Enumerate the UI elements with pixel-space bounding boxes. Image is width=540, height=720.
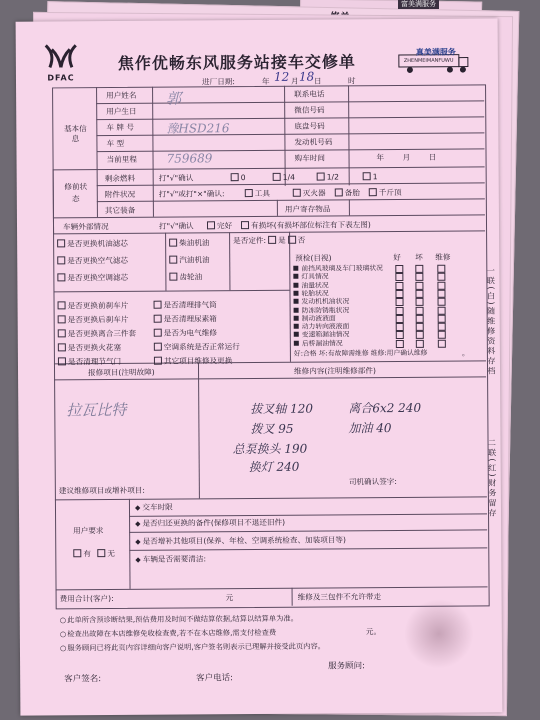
inspection-checkbox[interactable] [395,273,403,281]
field-label-right: 联系电话 [294,89,325,99]
inspection-checkbox[interactable] [415,265,423,273]
repair-content-item: 离合6x2 240 [348,400,422,416]
inspection-checkbox[interactable] [438,314,446,322]
fuel-prompt: 打"√"确认 [158,173,194,183]
bullet-square-icon [293,274,298,279]
check-label: 是否清理尿素箱 [163,314,217,324]
deposit-label: 用户寄存物品 [284,204,331,214]
checkbox[interactable] [335,188,343,196]
field-label: 当前里程 [106,154,137,165]
inspection-checkbox[interactable] [396,323,404,331]
side-note-red: 二联(红)财务留存 [487,438,498,519]
oil-check [169,238,209,247]
replace-check [154,300,217,309]
diamond-bullet-icon: ◆ [135,555,141,564]
inspection-checkbox[interactable] [395,265,403,273]
checkbox-yes[interactable] [73,549,81,557]
field-label: 车 牌 号 [106,122,134,133]
inspection-checkbox[interactable] [437,290,445,298]
option-label: 完好 [216,221,233,231]
accessory-prompt: 打"√"或打"×"确认: [158,189,225,199]
replace-check [57,273,128,282]
total-label: 费用合计(客户): [59,594,114,604]
ink-smudge [404,599,474,669]
inspection-checkbox[interactable] [438,331,446,339]
year-sep: 年 [261,76,270,86]
req-label: 是否增补其他项目(保养、年检、空调系统检查、加装项目等) [142,535,347,546]
checkbox[interactable] [58,329,66,337]
checkbox[interactable] [58,343,66,351]
checkbox[interactable] [57,239,65,247]
replace-check [58,301,129,310]
fuel-option [363,172,378,181]
checkbox[interactable] [58,315,66,323]
diamond-bullet-icon: ◆ [134,503,141,512]
inspection-item-label: 发动机机油状况 [301,297,350,306]
field-label: 车 型 [106,138,125,149]
option-label: 灭火器 [302,188,326,198]
checkbox[interactable] [57,256,65,264]
service-form [16,18,503,715]
side-note-white: 一联(白)随维修资料存档 [486,266,497,377]
inspection-checkbox[interactable] [396,331,404,339]
notice-text: 此单所含预诊断结果,预估费用及时间不做结算依据,结算以结算单为准。 [67,613,299,625]
hour-sep: 时 [347,76,356,86]
entry-day: 18 [298,69,315,84]
logo-text: DFAC [47,73,75,83]
brand-cn: 真美满服务 [415,47,456,57]
content-header: 维修内容(注明维修部件) [293,366,376,376]
customer-req-item [135,554,206,564]
customer-req-yes: 有 [73,549,91,558]
signature-advisor: 服务顾问: [328,661,366,672]
checkbox[interactable] [169,239,177,247]
fuel-option [231,173,246,182]
bullet-square-icon [293,266,298,271]
checkbox-yes[interactable] [268,236,276,244]
inspection-title: 预检(目视) [295,253,332,263]
inspection-checkbox[interactable] [415,290,423,298]
checkbox[interactable] [154,329,162,337]
check-label: 是否更换前刹车片 [67,300,129,311]
replace-check [58,357,121,366]
check-label: 是否更换火花塞 [67,342,122,353]
checkbox[interactable] [169,273,177,281]
notice-item [60,614,298,625]
brand-badge [398,49,470,76]
notice-unit: 元。 [365,627,382,637]
customer-req-no: 无 [97,549,115,558]
replace-check [154,342,240,352]
checkbox[interactable] [369,188,377,196]
no-label: 否 [297,235,306,245]
oil-check [169,255,209,264]
field-label-right: 底盘号码 [294,121,325,131]
inspection-checkbox[interactable] [416,331,424,339]
checkbox[interactable] [363,172,371,180]
option-label: 1/4 [282,172,295,182]
accessory-option [369,188,402,197]
notice-text: 检查出故障在本店维修免收检查费,若不在本店维修,需支付检查费 [67,627,277,639]
inspection-checkbox[interactable] [437,265,445,273]
inspection-checkbox[interactable] [438,339,446,347]
req-label: 交车时限 [142,502,173,512]
inspection-checkbox[interactable] [416,323,424,331]
check-label: 是否为电气维修 [163,328,217,338]
inspection-item-label: 动力转向液液面 [301,322,350,331]
back-sheet-brand: 富美满服务 [398,0,439,9]
option-label: 有损坏(有损坏部位标注有下表左图) [250,220,371,231]
bullet-square-icon [294,307,299,312]
exterior-prompt: 打"√"确认 [158,221,194,231]
check-label: 是否更换空调滤芯 [67,272,129,283]
exterior-option [241,220,371,230]
other-equipment-label: 其它装备 [104,205,136,216]
inspection-item-label: 轮胎状况 [301,289,329,298]
dfac-logo [38,43,84,83]
inspection-item [294,339,343,348]
month-sep: 月 [290,76,299,86]
field-label: 用户生日 [106,106,137,117]
form-title: 焦作优畅东风服务站接车交修单 [117,52,356,73]
repair-content-item: 拔叉轴 120 [250,401,314,417]
driver-confirm-label: 司机确认签字: [348,477,397,487]
reported-handwriting: 拉瓦比特 [66,400,127,420]
checkbox[interactable] [58,357,66,365]
checkbox-no[interactable] [97,549,105,557]
checkbox[interactable] [317,173,325,181]
brand-pinyin: ZHENMEIMANFUWU [403,57,454,64]
inspection-checkbox[interactable] [396,298,404,306]
inspection-item-label: 防冻防锈瓶状况 [301,305,350,315]
bullet-square-icon [294,299,299,304]
check-label: 是否清理排气筒 [163,300,217,310]
inspection-checkbox[interactable] [416,340,424,348]
bullet-square-icon [294,332,299,337]
field-label-right: 购车时间 [294,153,325,163]
signature-customer: 客户签名: [64,674,102,685]
accessory-option [335,188,360,197]
repair-content-item: 拨叉 95 [250,421,294,437]
check-label: 齿轮油 [179,272,203,282]
field-value: 郭 [166,89,182,108]
bullet-square-icon [294,340,299,345]
inspection-item-label: 后桥漏油情况 [301,339,343,348]
bullet-square-icon [293,282,298,287]
replace-check [154,356,232,366]
fuel-option [317,172,339,181]
diamond-bullet-icon: ◆ [135,519,141,528]
inspection-checkbox[interactable] [396,340,404,348]
checkbox[interactable] [293,189,301,197]
replace-check [57,256,128,265]
checkbox[interactable] [154,357,162,365]
accessory-option [245,189,270,198]
inspection-checkbox[interactable] [395,290,403,298]
checkbox[interactable] [169,256,177,264]
inspection-checkbox[interactable] [438,306,446,314]
check-label: 汽油机油 [179,255,210,265]
bullet-square-icon [293,291,298,296]
inspection-checkbox[interactable] [415,281,423,289]
dongfeng-logo-icon [38,43,84,69]
circle-bullet-icon: ○ [59,629,67,639]
option-label: 工具 [254,188,271,199]
customer-req-label: 用户要求 [73,526,104,536]
option-label: 备胎 [344,188,361,198]
replace-check [58,343,121,352]
entry-date-label: 进厂日期: [201,77,235,87]
option-label: 1 [372,172,378,182]
notice-text: 服务顾问已将此页内容详细向客户说明,客户签名则表示已理解并接受此页内容。 [67,641,326,653]
inspection-col-header: 维修 [435,252,451,262]
inspection-checkbox[interactable] [438,298,446,306]
inspection-item-label: 前挡风玻璃及车门玻璃状况 [301,264,383,273]
customer-req-item [135,518,285,529]
replace-check [154,314,217,323]
basic-info-label: 基本信息 [63,124,87,144]
checkbox[interactable] [207,221,215,229]
req-label: 车辆是否需要清洁: [142,554,207,564]
exterior-label: 车辆外部情况 [62,222,109,232]
inspection-item-label: 油量状况 [301,281,329,290]
option-label: 0 [240,173,246,183]
inspection-checkbox[interactable] [415,273,423,281]
checkbox[interactable] [241,221,249,229]
check-label: 是否清理节气门 [67,356,122,367]
field-value: 豫HSD216 [166,121,230,136]
bullet-square-icon [294,324,299,329]
exterior-option [207,221,232,230]
check-label: 其它项目维修及更换 [163,356,233,366]
bullet-square-icon [294,316,299,321]
inspection-footer-tail: 。 [461,348,470,358]
reported-header: 报修项目(注明故障) [88,367,155,378]
customer-req-item [135,535,346,546]
entry-month: 12 [273,69,290,84]
inspection-checkbox[interactable] [396,306,404,314]
notice-item [60,628,276,639]
inspection-checkbox[interactable] [416,306,424,314]
inspection-checkbox[interactable] [395,282,403,290]
inspection-col-header: 坏 [415,252,423,262]
notice-item [60,642,325,653]
inspection-checkbox[interactable] [437,281,445,289]
check-label: 是否更换机油滤芯 [67,238,128,249]
field-value: 759689 [166,151,213,166]
accessory-option [293,189,326,198]
inspection-checkbox[interactable] [438,323,446,331]
circle-bullet-icon: ○ [59,615,67,625]
warranty-label: 是否定件: [233,235,267,246]
checkbox[interactable] [58,301,66,309]
fuel-option [273,173,295,182]
inspection-item-label: 制动液液面 [301,314,336,323]
repair-content-item: 总泵换头 190 [232,441,308,457]
check-label: 柴油机油 [179,238,210,248]
inspection-item-label: 变速箱漏油情况 [301,330,350,340]
checkbox[interactable] [245,189,253,197]
checkbox[interactable] [57,273,65,281]
checkbox[interactable] [154,343,162,351]
checkbox-no[interactable] [288,236,296,244]
option-label: 1/2 [326,172,339,182]
inspection-checkbox[interactable] [416,315,424,323]
checkbox[interactable] [154,315,162,323]
inspection-col-header: 好 [393,253,401,263]
inspection-checkbox[interactable] [396,315,404,323]
inspection-item-label: 灯具情况 [301,272,329,281]
field-label: 用户姓名 [106,90,137,101]
checkbox[interactable] [154,301,162,309]
checkbox[interactable] [231,173,239,181]
checkbox[interactable] [273,173,281,181]
repair-content-item: 换灯 240 [248,459,300,475]
purchase-date: 年 月 日 [376,152,445,163]
inspection-checkbox[interactable] [416,298,424,306]
replace-check [154,328,217,337]
oil-check [169,272,202,281]
replace-check [57,239,128,248]
yes-label: 是 [278,235,286,245]
circle-bullet-icon: ○ [59,643,67,653]
replace-check [58,329,136,339]
pre-repair-label: 修前状态 [64,182,88,204]
option-label: 千斤顶 [378,188,402,198]
supplement-label: 建议维修项目或增补项目: [58,485,145,496]
customer-req-item [135,503,173,513]
replace-check [58,315,129,324]
check-label: 是否更换后刹车片 [67,314,129,325]
check-label: 空调系统是否正常运行 [163,342,240,352]
fuel-label: 剩余燃料 [104,173,136,184]
accessory-label: 附件状况 [104,189,136,200]
diamond-bullet-icon: ◆ [135,537,141,546]
inspection-checkbox[interactable] [437,273,445,281]
field-label-right: 发动机号码 [294,137,333,147]
check-label: 是否更换离合三件套 [67,328,137,339]
total-note: 维修及三包件不允许带走 [297,592,382,602]
req-label: 是否归还更换的备件(保修项目不退还旧件) [142,517,286,528]
signature-phone: 客户电话: [196,673,234,684]
check-label: 是否更换空气滤芯 [67,255,129,266]
repair-content-item: 加油 40 [348,421,392,436]
inspection-footer: 好:合格 坏:有故障需维修 维修:用户确认维修 [293,348,428,358]
total-unit: 元 [225,593,234,603]
day-sep: 日 [313,76,322,86]
field-label-right: 微信号码 [294,105,325,115]
warranty-question [233,236,305,246]
